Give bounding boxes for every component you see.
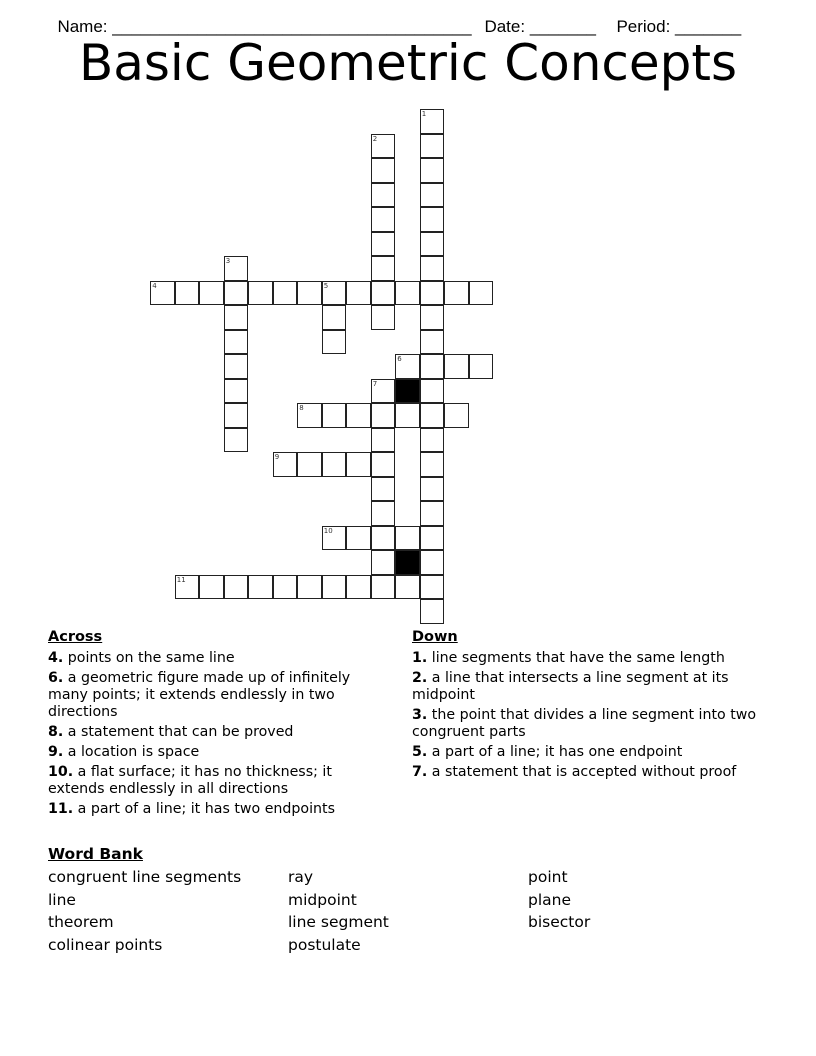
grid-cell[interactable] bbox=[346, 403, 371, 428]
clue-number-label: 11. bbox=[48, 801, 74, 817]
grid-cell[interactable] bbox=[420, 134, 445, 159]
grid-cell[interactable] bbox=[371, 403, 396, 428]
grid-cell[interactable] bbox=[395, 526, 420, 551]
clue-number-label: 1. bbox=[412, 650, 428, 666]
grid-cell[interactable] bbox=[297, 281, 322, 306]
clue-number: 2 bbox=[372, 134, 378, 143]
across-heading: Across bbox=[48, 629, 103, 645]
down-clue bbox=[412, 650, 757, 667]
grid-cell[interactable] bbox=[371, 207, 396, 232]
grid-cell[interactable] bbox=[297, 403, 322, 428]
grid-cell[interactable] bbox=[395, 403, 420, 428]
grid-cell[interactable] bbox=[371, 428, 396, 453]
grid-cell[interactable] bbox=[199, 575, 224, 600]
period-label: Period: bbox=[616, 17, 676, 36]
grid-cell[interactable] bbox=[469, 281, 494, 306]
word-bank-item: theorem bbox=[48, 913, 114, 931]
grid-cell[interactable] bbox=[371, 281, 396, 306]
grid-cell[interactable] bbox=[371, 232, 396, 257]
word-bank-item: colinear points bbox=[48, 935, 163, 954]
grid-cell[interactable] bbox=[175, 575, 200, 600]
clue-text: a flat surface; it has no thickness; it extends endlessly in all directions bbox=[48, 764, 332, 797]
clue-number-label: 9. bbox=[48, 744, 64, 760]
clue-number-label: 7. bbox=[412, 764, 428, 780]
clue-text: a location is space bbox=[63, 744, 200, 760]
down-clue bbox=[412, 744, 757, 761]
grid-cell[interactable] bbox=[371, 575, 396, 600]
grid-cell[interactable] bbox=[395, 354, 420, 379]
grid-cell[interactable] bbox=[248, 281, 273, 306]
grid-cell[interactable] bbox=[297, 575, 322, 600]
grid-cell[interactable] bbox=[224, 256, 249, 281]
grid-cell[interactable] bbox=[420, 281, 445, 306]
grid-cell[interactable] bbox=[420, 575, 445, 600]
grid-cell[interactable] bbox=[371, 379, 396, 404]
grid-cell[interactable] bbox=[346, 281, 371, 306]
clue-number-label: 10. bbox=[48, 764, 74, 780]
across-clue-list bbox=[48, 650, 388, 818]
grid-cell[interactable] bbox=[371, 501, 396, 526]
grid-cell[interactable] bbox=[420, 158, 445, 183]
word-bank-item: line segment bbox=[288, 913, 389, 931]
grid-cell[interactable] bbox=[420, 207, 445, 232]
grid-cell[interactable] bbox=[322, 330, 347, 355]
down-clue bbox=[412, 707, 757, 741]
grid-cell[interactable] bbox=[371, 477, 396, 502]
grid-cell[interactable] bbox=[420, 550, 445, 575]
clue-number: 7 bbox=[372, 379, 378, 388]
word-bank-item: bisector bbox=[528, 913, 591, 931]
clue-text: a part of a line; it has two endpoints bbox=[73, 801, 335, 817]
grid-cell[interactable] bbox=[371, 550, 396, 575]
grid-cell[interactable] bbox=[420, 379, 445, 404]
black-cell bbox=[395, 550, 420, 575]
down-clues bbox=[412, 629, 757, 784]
word-bank-item: ray bbox=[288, 868, 314, 886]
grid-cell[interactable] bbox=[420, 232, 445, 257]
grid-cell[interactable] bbox=[346, 575, 371, 600]
grid-cell[interactable] bbox=[371, 256, 396, 281]
word-bank-item: congruent line segments bbox=[48, 868, 242, 886]
grid-cell[interactable] bbox=[420, 256, 445, 281]
grid-cell[interactable] bbox=[224, 403, 249, 428]
clue-text: a part of a line; it has one endpoint bbox=[427, 744, 683, 760]
black-cell bbox=[395, 379, 420, 404]
grid-cell[interactable] bbox=[224, 379, 249, 404]
grid-cell[interactable] bbox=[224, 305, 249, 330]
grid-cell[interactable] bbox=[469, 354, 494, 379]
grid-cell[interactable] bbox=[224, 354, 249, 379]
grid-cell[interactable] bbox=[420, 109, 445, 134]
grid-cell[interactable] bbox=[420, 403, 445, 428]
down-clue bbox=[412, 670, 757, 704]
grid-cell[interactable] bbox=[273, 452, 298, 477]
across-clue bbox=[48, 801, 388, 818]
clue-text: a statement that can be proved bbox=[63, 724, 294, 740]
clue-number-label: 4. bbox=[48, 650, 64, 666]
grid-cell[interactable] bbox=[346, 526, 371, 551]
clue-number: 5 bbox=[323, 281, 329, 290]
word-bank-list bbox=[48, 866, 748, 966]
across-clue bbox=[48, 724, 388, 741]
grid-cell[interactable] bbox=[346, 452, 371, 477]
name-label: Name: bbox=[57, 17, 113, 36]
grid-cell[interactable] bbox=[371, 183, 396, 208]
grid-cell[interactable] bbox=[199, 281, 224, 306]
grid-cell[interactable] bbox=[420, 501, 445, 526]
clue-text: a statement that is accepted without proof bbox=[427, 764, 737, 780]
word-bank bbox=[48, 845, 748, 966]
clue-text: the point that divides a line segment into two congruent parts bbox=[412, 707, 757, 740]
clue-number-label: 8. bbox=[48, 724, 64, 740]
grid-cell[interactable] bbox=[420, 599, 445, 624]
across-clue bbox=[48, 670, 388, 721]
clue-number-label: 3. bbox=[412, 707, 428, 723]
clue-number: 8 bbox=[299, 404, 304, 413]
page-title: Basic Geometric Concepts bbox=[78, 34, 738, 92]
grid-cell[interactable] bbox=[420, 526, 445, 551]
name-blank[interactable]: ______________________________________ bbox=[112, 17, 472, 36]
grid-cell[interactable] bbox=[371, 305, 396, 330]
grid-cell[interactable] bbox=[224, 281, 249, 306]
down-clue bbox=[412, 764, 757, 781]
word-bank-item: midpoint bbox=[288, 890, 357, 909]
word-bank-item: plane bbox=[528, 890, 572, 909]
grid-cell[interactable] bbox=[322, 526, 347, 551]
grid-cell[interactable] bbox=[420, 452, 445, 477]
grid-cell[interactable] bbox=[371, 158, 396, 183]
grid-cell[interactable] bbox=[420, 183, 445, 208]
grid-cell[interactable] bbox=[175, 281, 200, 306]
grid-cell[interactable] bbox=[395, 575, 420, 600]
across-clue bbox=[48, 650, 388, 667]
grid-cell[interactable] bbox=[297, 452, 322, 477]
clue-number: 10 bbox=[323, 526, 333, 535]
clue-number: 4 bbox=[152, 281, 157, 290]
grid-cell[interactable] bbox=[395, 281, 420, 306]
clue-number: 11 bbox=[176, 575, 186, 584]
across-clue bbox=[48, 764, 388, 798]
down-heading: Down bbox=[412, 629, 458, 645]
grid-cell[interactable] bbox=[444, 354, 469, 379]
grid-cell[interactable] bbox=[444, 403, 469, 428]
word-bank-heading: Word Bank bbox=[48, 845, 143, 863]
across-clue bbox=[48, 744, 388, 761]
grid-cell[interactable] bbox=[273, 575, 298, 600]
grid-cell[interactable] bbox=[322, 281, 347, 306]
grid-cell[interactable] bbox=[150, 281, 175, 306]
date-label: Date: bbox=[484, 17, 530, 36]
clue-number: 6 bbox=[397, 355, 402, 364]
word-bank-item: line bbox=[48, 890, 76, 909]
grid-cell[interactable] bbox=[420, 354, 445, 379]
clue-number: 1 bbox=[421, 110, 427, 119]
grid-cell[interactable] bbox=[224, 575, 249, 600]
period-blank[interactable]: _______ bbox=[675, 17, 742, 36]
clue-text: a line that intersects a line segment at its midpoint bbox=[412, 670, 729, 703]
grid-cell[interactable] bbox=[420, 305, 445, 330]
grid-cell[interactable] bbox=[371, 452, 396, 477]
grid-cell[interactable] bbox=[248, 575, 273, 600]
word-bank-item: point bbox=[528, 868, 568, 886]
word-bank-item: postulate bbox=[288, 935, 361, 954]
date-blank[interactable]: _______ bbox=[529, 17, 596, 36]
clue-number-label: 5. bbox=[412, 744, 428, 760]
clue-text: points on the same line bbox=[63, 650, 235, 666]
down-clue-list bbox=[412, 650, 757, 781]
grid-cell[interactable] bbox=[420, 428, 445, 453]
grid-cell[interactable] bbox=[420, 330, 445, 355]
grid-cell[interactable] bbox=[322, 403, 347, 428]
grid-cell[interactable] bbox=[322, 452, 347, 477]
clue-text: a geometric figure made up of infinitely many points; it extends endlessly in two directions bbox=[48, 670, 351, 720]
grid-cell[interactable] bbox=[322, 305, 347, 330]
grid-cell[interactable] bbox=[444, 281, 469, 306]
across-clues bbox=[48, 629, 388, 821]
grid-cell[interactable] bbox=[224, 330, 249, 355]
grid-cell[interactable] bbox=[371, 526, 396, 551]
clue-number: 3 bbox=[225, 257, 231, 266]
clue-number-label: 6. bbox=[48, 670, 64, 686]
grid-cell[interactable] bbox=[420, 477, 445, 502]
grid-cell[interactable] bbox=[322, 575, 347, 600]
clue-number-label: 2. bbox=[412, 670, 428, 686]
clue-number: 9 bbox=[274, 453, 280, 462]
clue-text: line segments that have the same length bbox=[427, 650, 725, 666]
grid-cell[interactable] bbox=[371, 134, 396, 159]
grid-cell[interactable] bbox=[273, 281, 298, 306]
grid-cell[interactable] bbox=[224, 428, 249, 453]
